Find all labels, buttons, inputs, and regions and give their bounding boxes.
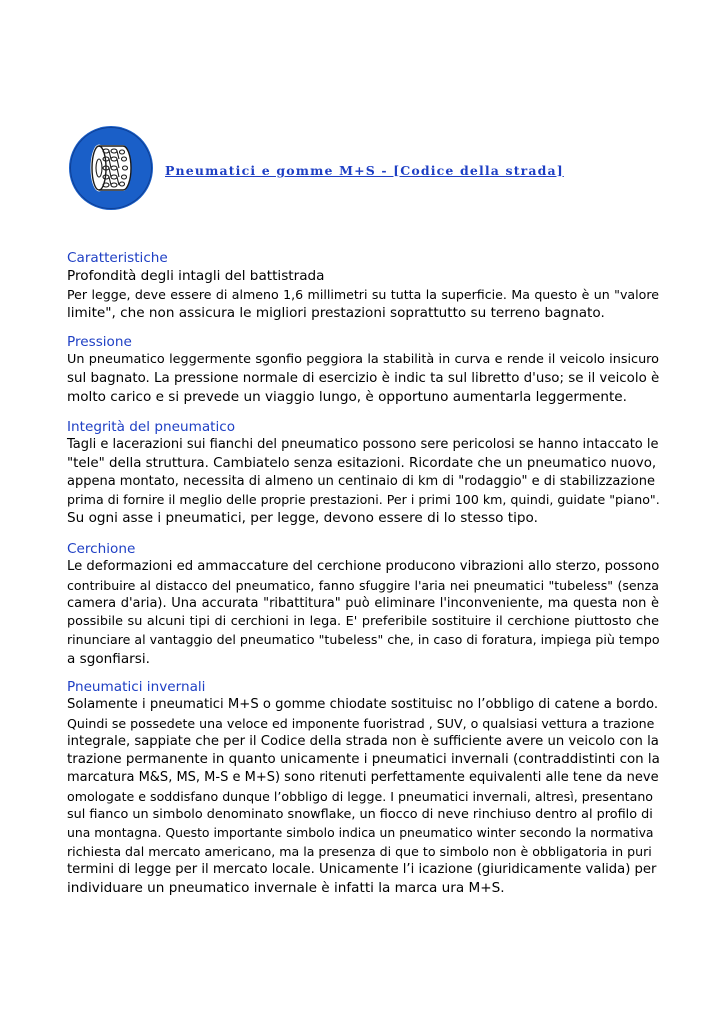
text-line: omologate e soddisfano dunque l’obbligo di legge. I pneumatici invernali, altresì, presentano	[67, 788, 654, 804]
section-pressione	[67, 333, 659, 406]
text-line: individuare un pneumatico invernale è infatti la marca ura M+S.	[67, 880, 505, 897]
text-line: Quindi se possedete una veloce ed imponente fuoristrad , SUV, o qualsiasi vettura a trazione	[67, 715, 655, 731]
text-line: molto carico e si prevede un viaggio lungo, è opportuno aumentarla leggermente.	[67, 388, 627, 405]
text-line: una montagna. Questo importante simbolo indica un pneumatico winter secondo la normativa	[67, 825, 654, 841]
text-line: richiesta dal mercato americano, ma la presenza di que to simbolo non è obbligatoria in puri	[67, 843, 652, 859]
text-line: Per legge, deve essere di almeno 1,6 millimetri su tutta la superficie. Ma questo è un "valore	[67, 286, 659, 302]
text-line: rinunciare al vantaggio del pneumatico "tubeless" che, in caso di foratura, impiega più tempo	[67, 632, 660, 648]
document-title-link[interactable]: Pneumatici e gomme M+S - [Codice della strada]	[165, 163, 564, 178]
text-line: Le deformazioni ed ammaccature del cerchione producono vibrazioni allo sterzo, possono	[67, 559, 660, 575]
text-line: Solamente i pneumatici M+S o gomme chiodate sostituisc no l’obbligo di catene a bordo.	[67, 697, 659, 713]
text-line: termini di legge per il mercato locale. Unicamente l’i icazione (giuridicamente valida) per	[67, 861, 657, 877]
text-line: camera d'aria). Una accurata "ribattitura" può eliminare l'inconveniente, ma questa non è	[67, 595, 659, 611]
section-pneumatici-invernali	[67, 678, 659, 898]
text-line: Su ogni asse i pneumatici, per legge, devono essere di lo stesso tipo.	[67, 510, 538, 527]
text-line: sul fianco un simbolo denominato snowflake, un fiocco di neve rinchiuso dentro al profilo di	[67, 807, 653, 823]
text-line: Profondità degli intagli del battistrada	[67, 268, 325, 285]
section-heading: Caratteristiche	[67, 250, 168, 266]
section-heading: Integrità del pneumatico	[67, 419, 236, 435]
text-line: "tele" della struttura. Cambiatelo senza esitazioni. Ricordate che un pneumatico nuovo,	[67, 455, 657, 471]
section-heading: Pressione	[67, 334, 132, 350]
text-line: possibile su alcuni tipi di cerchioni in lega. E' preferibile sostituire il cerchione piuttosto che	[67, 614, 659, 630]
section-heading: Pneumatici invernali	[67, 679, 206, 695]
text-line: limite", che non assicura le migliori prestazioni soprattutto su terreno bagnato.	[67, 304, 605, 321]
text-line: contribuire al distacco del pneumatico, fanno sfuggire l'aria nei pneumatici "tubeless" (senza	[67, 577, 659, 593]
section-integrita	[67, 418, 659, 528]
text-line: integrale, sappiate che per il Codice della strada non è sufficiente avere un veicolo con la	[67, 733, 659, 749]
section-cerchione	[67, 540, 659, 668]
text-line: a sgonfiarsi.	[67, 650, 150, 667]
section-caratteristiche	[67, 249, 659, 322]
text-line: Tagli e lacerazioni sui fianchi del pneumatico possono sere pericolosi se hanno intaccato le	[67, 437, 659, 453]
text-line: Un pneumatico leggermente sgonfio peggiora la stabilità in curva e rende il veicolo insicuro	[67, 352, 659, 368]
text-line: marcatura M&S, MS, M-S e M+S) sono ritenuti perfettamente equivalenti alle tene da neve	[67, 770, 659, 786]
snow-chain-tire-icon	[68, 125, 154, 211]
text-line: trazione permanente in quanto unicamente i pneumatici invernali (contraddistinti con la	[67, 752, 660, 768]
text-line: prima di fornire il meglio delle proprie prestazioni. Per i primi 100 km, quindi, guidate "piano".	[67, 492, 660, 508]
text-line: appena montato, necessita di almeno un centinaio di km di "rodaggio" e di stabilizzazione	[67, 473, 655, 489]
text-line: sul bagnato. La pressione normale di esercizio è indic ta sul libretto d'uso; se il veicolo è	[67, 370, 660, 386]
section-heading: Cerchione	[67, 541, 136, 557]
